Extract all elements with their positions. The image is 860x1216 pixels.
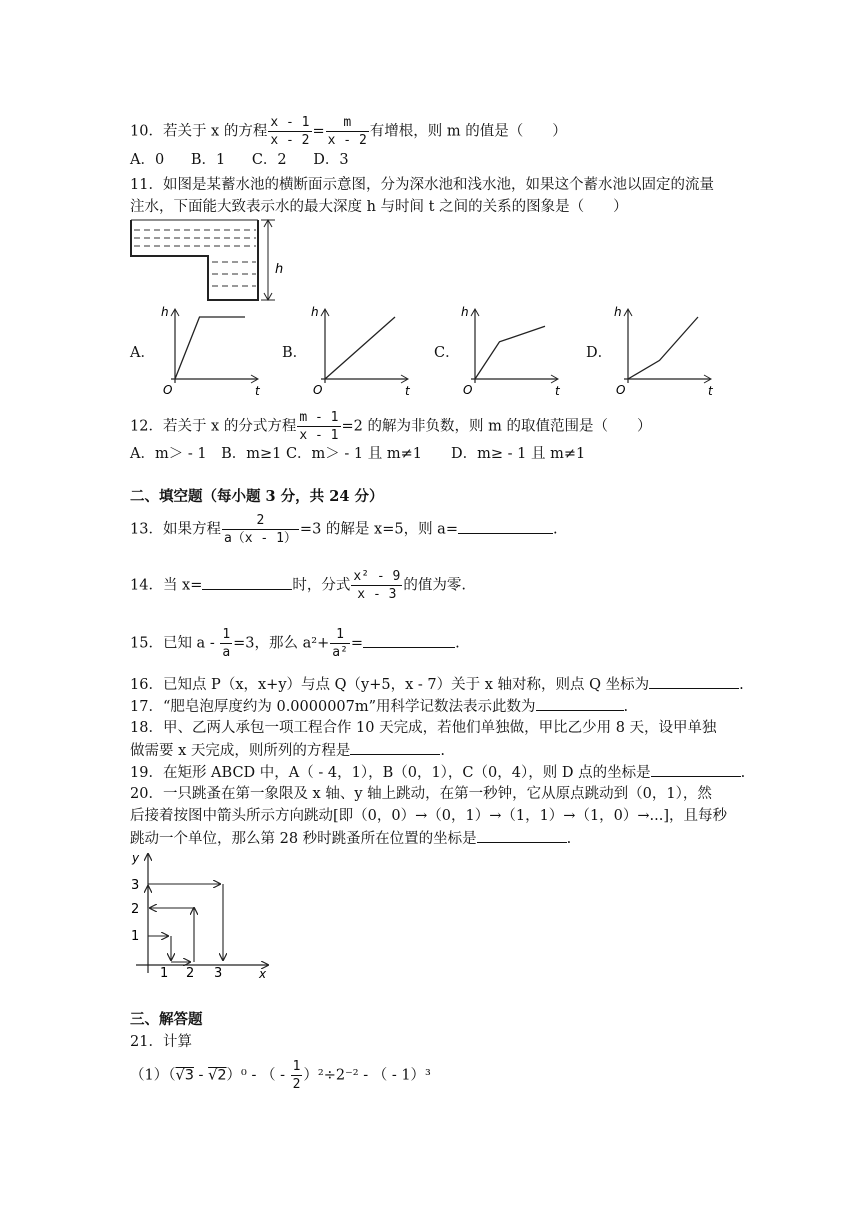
graph-d	[608, 304, 718, 399]
answer-blank[interactable]	[536, 696, 624, 711]
option-a: A．0	[130, 152, 165, 168]
q12-options: A．m＞ - 1 B．m≥1 C．m＞ - 1 且 m≠1 D．m≥ - 1 且 m≠1	[130, 446, 586, 462]
answer-blank[interactable]	[651, 762, 741, 777]
answer-blank[interactable]	[477, 828, 567, 843]
fraction: $\frac{m - 1}{x - 1}$	[299, 410, 339, 443]
question-12: 12．若关于 x 的分式方程 $\frac{m - 1}{x - 1}$ =2 的解为非负数，则 m 的取值范围是（ ）	[130, 410, 652, 443]
q21-title: 21．计算	[130, 1034, 192, 1050]
h-label: h	[275, 262, 284, 277]
question-13: 13．如果方程 $\frac{2}{a(x - 1)}$ =3 的解是 x=5，则 a= .	[130, 513, 558, 546]
q10-text: 10．若关于 x 的方程	[130, 123, 268, 140]
question-10: 10．若关于 x 的方程 $\frac{x - 1}{x - 2}$ = $\frac{m}{x - 2}$ 有增根，则 m 的值是（ ）	[130, 115, 567, 148]
graph-a	[155, 304, 265, 399]
origin-label: O	[463, 383, 473, 397]
y-tick: 1	[131, 929, 140, 944]
answer-blank[interactable]	[458, 519, 553, 534]
h-axis-label: h	[311, 305, 319, 319]
fraction: $\frac{2}{a(x - 1)}$	[223, 513, 297, 546]
q20-line3: 跳动一个单位，那么第 28 秒时跳蚤所在位置的坐标是 .	[130, 828, 571, 849]
origin-label: O	[313, 383, 323, 397]
x-tick: 2	[186, 966, 195, 978]
graph-b-label: B．	[282, 345, 308, 361]
q20-line1: 20．一只跳蚤在第一象限及 x 轴、y 轴上跳动，在第一秒钟，它从原点跳动到（0，1），然	[130, 786, 712, 802]
option-b: B．1	[190, 152, 226, 168]
t-axis-label: t	[708, 384, 713, 398]
fraction: $\frac{\text{x² - 9}}{x - 3}$	[353, 569, 401, 602]
q20-line2: 后接着按图中箭头所示方向跳动[即（0，0）→（0，1）→（1，1）→（1，0）→...]，且每秒	[130, 808, 728, 824]
graph-line	[475, 326, 545, 379]
fraction: $\frac{1}{\text{a²}}$	[332, 627, 348, 660]
graph-c	[455, 304, 565, 399]
section-2-heading: 二、填空题（每小题 3 分，共 24 分）	[130, 488, 384, 505]
origin-label: O	[163, 383, 173, 397]
q11-line1: 11．如图是某蓄水池的横断面示意图，分为深水池和浅水池，如果这个蓄水池以固定的流量	[130, 177, 714, 193]
question-16: 16．已知点 P（x，x+y）与点 Q（y+5，x - 7）关于 x 轴对称，则点 Q 坐标为 .	[130, 674, 744, 695]
reservoir-figure	[128, 216, 288, 308]
question-17: 17．“肥皂泡厚度约为 0.0000007m”用科学记数法表示此数为 .	[130, 696, 628, 717]
flea-path-figure	[128, 848, 273, 978]
q18-line1: 18．甲、乙两人承包一项工程合作 10 天完成，若他们单独做，甲比乙少用 8 天，设甲单独	[130, 720, 717, 736]
answer-blank[interactable]	[202, 575, 292, 590]
y-tick: 3	[131, 878, 140, 893]
q11-line2: 注水，下面能大致表示水的最大深度 h 与时间 t 之间的关系的图象是（ ）	[130, 199, 628, 215]
t-axis-label: t	[405, 384, 410, 398]
x-tick: 3	[214, 966, 223, 978]
y-tick: 2	[131, 902, 140, 917]
fraction: $\frac{m}{x - 2}$	[327, 115, 367, 148]
graph-b	[305, 304, 415, 399]
x-axis-label: x	[259, 967, 267, 978]
h-axis-label: h	[161, 305, 169, 319]
y-axis-label: y	[132, 851, 140, 865]
question-14: 14．当 x= 时，分式 $\frac{\text{x² - 9}}{x - 3}$ 的值为零.	[130, 569, 466, 602]
t-axis-label: t	[255, 384, 260, 398]
q10-options	[130, 150, 349, 170]
origin-label: O	[616, 383, 626, 397]
graph-a-label: A．	[130, 345, 155, 361]
answer-blank[interactable]	[363, 633, 455, 648]
t-axis-label: t	[555, 384, 560, 398]
graph-line	[628, 317, 698, 379]
section-3-heading: 三、解答题	[130, 1011, 203, 1028]
fraction: $\frac{1}{a}$	[222, 627, 231, 660]
answer-blank[interactable]	[350, 740, 440, 755]
x-tick: 1	[160, 966, 169, 978]
graph-d-label: D．	[586, 345, 613, 361]
h-axis-label: h	[461, 305, 469, 319]
question-15: 15．已知 a - $\frac{1}{a}$ =3，那么 a²+ $\frac{1}{\text{a²}}$ = .	[130, 627, 460, 660]
question-19: 19．在矩形 ABCD 中，A（ - 4，1），B（0，1），C（0，4），则 D 点的坐标是 .	[130, 762, 745, 783]
graph-c-label: C．	[434, 345, 460, 361]
fraction: $\frac{1}{2}$	[292, 1059, 301, 1092]
sqrt-3: √3	[175, 1067, 194, 1084]
h-axis-label: h	[614, 305, 622, 319]
graph-line	[325, 317, 395, 379]
graph-line	[175, 317, 245, 379]
sqrt-2: √2	[208, 1067, 227, 1084]
q18-line2: 做需要 x 天完成，则所列的方程是 .	[130, 740, 445, 761]
option-d: D．3	[313, 152, 349, 168]
fraction: $\frac{x - 1}{x - 2}$	[270, 115, 310, 148]
q21-part1: （1）（√3 - √2）⁰ - （ - $\frac{1}{2}$ ）²÷2⁻² - （ - 1）³	[130, 1059, 431, 1092]
option-c: C．2	[251, 152, 287, 168]
answer-blank[interactable]	[649, 674, 739, 689]
